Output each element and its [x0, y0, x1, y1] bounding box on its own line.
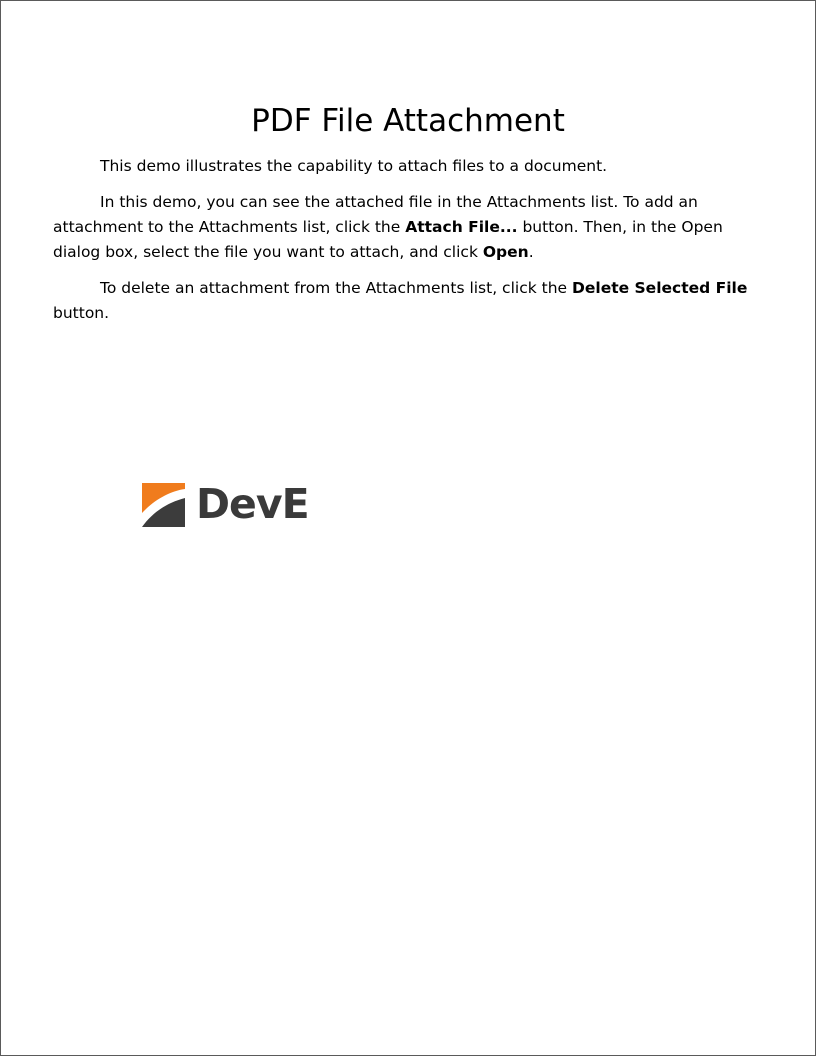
open-label: Open	[482, 243, 529, 261]
intro-paragraph	[53, 154, 768, 179]
attach-instructions-paragraph	[53, 190, 768, 265]
attach-text-b: button. Then, in the Open dialog box, select the file you want to attach, and click	[53, 218, 723, 261]
attach-text-c: .	[528, 243, 534, 261]
delete-selected-file-label: Delete Selected File	[572, 279, 748, 297]
delete-instructions-paragraph	[53, 276, 768, 326]
delete-text-a: To delete an attachment from the Attachments list, click the	[100, 279, 572, 297]
attach-text-a: In this demo, you can see the attached file in the Attachments list. To add an attachment to the Attachments list, click the	[53, 193, 698, 236]
devexpress-logo	[142, 480, 309, 529]
attach-file-label: Attach File...	[405, 218, 518, 236]
delete-text-b: button.	[53, 304, 110, 322]
devexpress-logo-icon	[142, 483, 186, 529]
logo-text: DevE	[196, 480, 309, 528]
intro-text: This demo illustrates the capability to attach files to a document.	[100, 157, 608, 175]
document-title: PDF File Attachment	[251, 103, 565, 139]
